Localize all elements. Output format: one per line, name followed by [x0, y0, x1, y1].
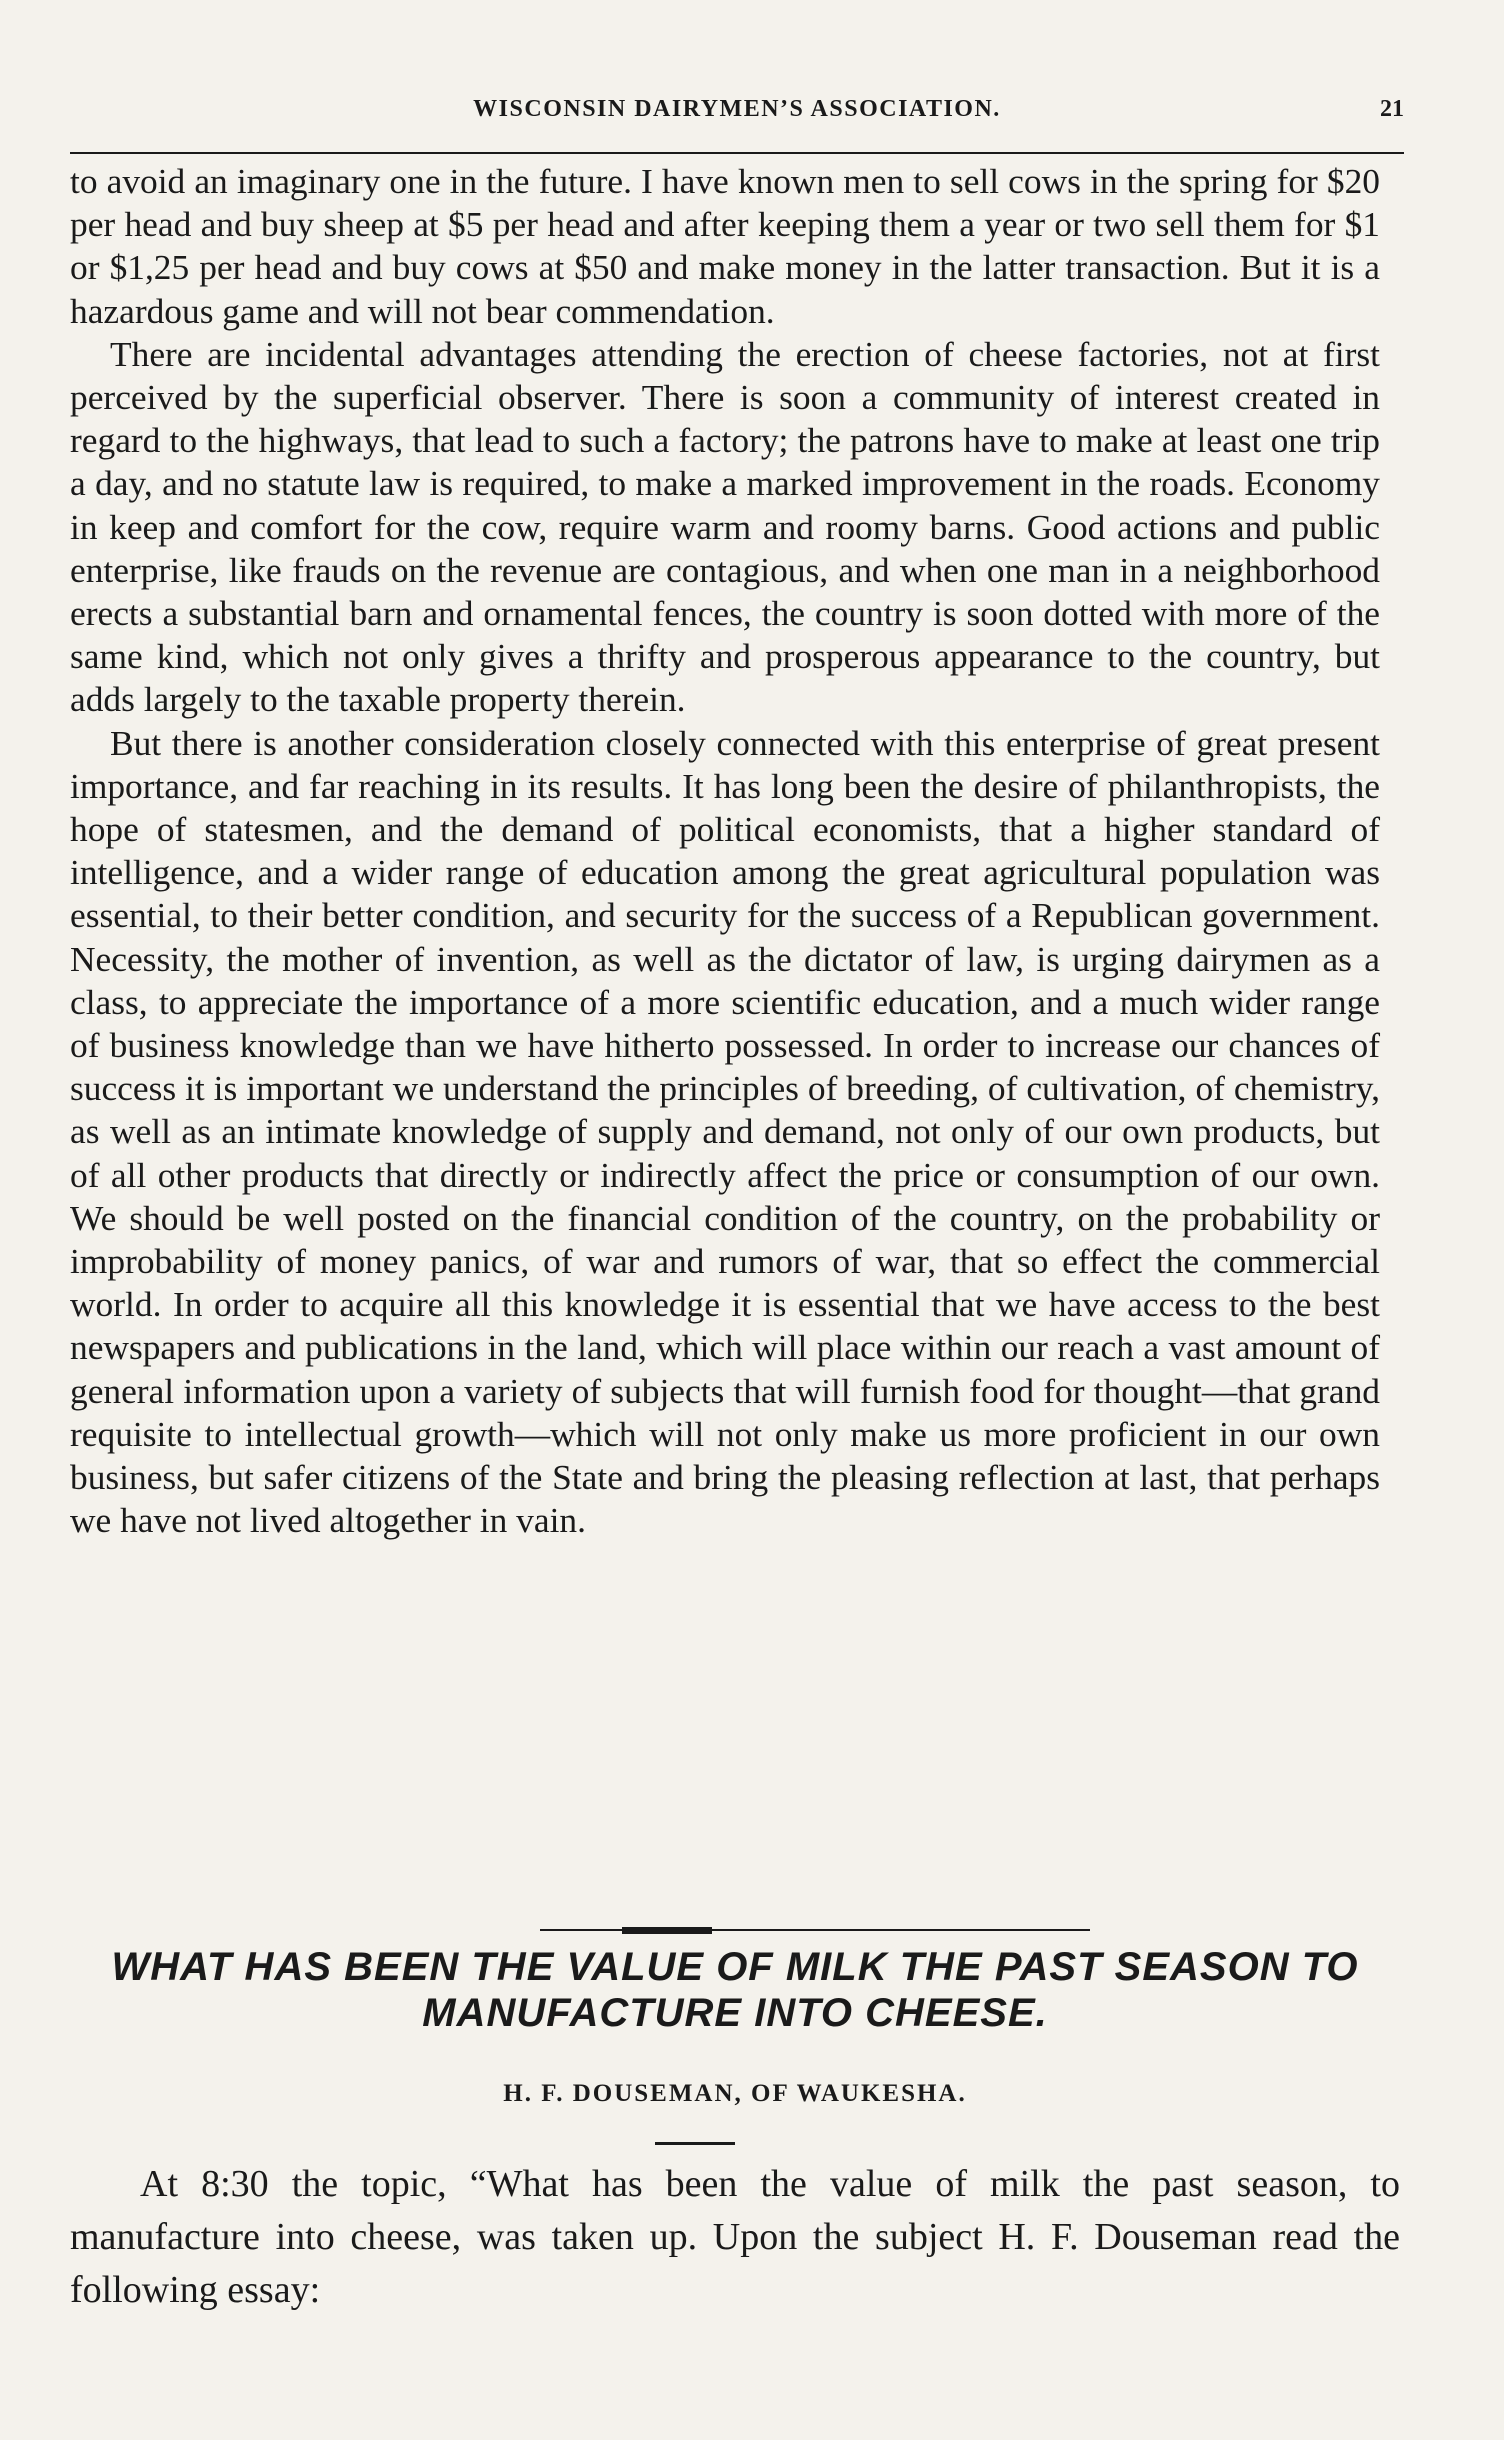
running-title: WISCONSIN DAIRYMEN’S ASSOCIATION.	[473, 96, 1001, 122]
paragraph-1: to avoid an imaginary one in the future. I have known men to sell cows in the spring for $20 per head and buy sheep at $5 per head and after keeping them a year or two sell them for $1 or $1,25 per head and buy cows at $50 and make money in the latter transaction. But it is a hazardous game and will not bear commendation.	[70, 161, 1380, 331]
section-title: WHAT HAS BEEN THE VALUE OF MILK THE PAST SEASON TO MANUFACTURE INTO CHEESE.	[111, 1945, 1359, 2035]
author-byline: H. F. DOUSEMAN, OF WAUKESHA.	[503, 2080, 967, 2107]
byline-rule	[655, 2142, 735, 2145]
paragraph-3: But there is another consideration closely connected with this enterprise of great present importance, and far reaching in its results. It has long been the desire of philanthropists, the hope of statesmen, and the demand of political economists, that a higher standard of intelligence, and a wider range of education among the great agricultural population was essential, to their better condition, and security for the success of a Republican government. Necessity, the mother of invention, as well as the dictator of law, is urging dairymen as a class, to appreciate the importance of a more scientific education, and a much wider range of business knowledge than we have hitherto possessed. In order to increase our chances of success it is important we understand the principles of breeding, of cultivation, of chemistry, as well as an intimate knowledge of supply and demand, not only of our own products, but of all other products that directly or indirectly affect the price or consumption of our own. We should be well posted on the financial condition of the country, on the probability or improbability of money panics, of war and rumors of war, that so effect the commercial world. In order to acquire all this knowledge it is essential that we have access to the best newspapers and publications in the land, which will place within our reach a vast amount of general information upon a variety of subjects that will furnish food for thought—that grand requisite to intellectual growth—which will not only make us more proficient in our own business, but safer citizens of the State and bring the pleasing reflection at last, that perhaps we have not lived altogether in vain.	[70, 722, 1380, 1541]
intro-paragraph: At 8:30 the topic, “What has been the value of milk the past season, to manufacture into cheese, was taken up. Upon the subject H. F. Douseman read the following essay:	[70, 2163, 1400, 2311]
section-intro	[70, 2158, 1400, 2317]
paragraph-2: There are incidental advantages attending the erection of cheese factories, not at first perceived by the superficial observer. There is soon a community of interest created in regard to the highways, that lead to such a factory; the patrons have to make at least one trip a day, and no statute law is required, to make a marked improvement in the roads. Economy in keep and comfort for the cow, require warm and roomy barns. Good actions and public enterprise, like frauds on the revenue are contagious, and when one man in a neighborhood erects a substantial barn and ornamental fences, the country is soon dotted with more of the same kind, which not only gives a thrifty and prosperous appearance to the country, but adds largely to the taxable property therein.	[70, 333, 1380, 720]
section-divider	[540, 1927, 1090, 1933]
page-number: 21	[1380, 96, 1404, 122]
section-divider-bar	[622, 1927, 712, 1934]
body-text	[70, 160, 1380, 1543]
header-rule	[70, 152, 1404, 154]
running-head	[70, 96, 1404, 136]
